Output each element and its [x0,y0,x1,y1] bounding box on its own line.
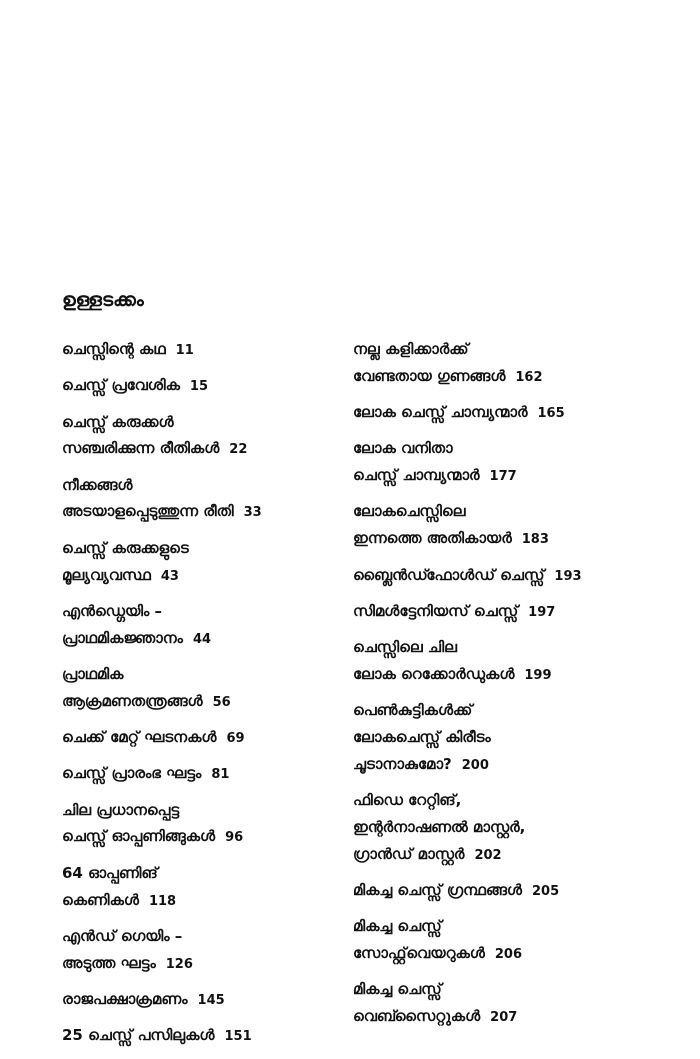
toc-entry-title-line [62,562,342,591]
toc-entry [353,435,653,491]
toc-entry [62,724,342,753]
toc-entry-title-line: ഫിഡെ റേറ്റിങ്, [353,791,462,810]
toc-entry-title-line: ലോക വനിതാ [353,439,453,458]
toc-entry [62,336,342,365]
toc-entry [62,372,342,401]
toc-page-number: 197 [528,604,556,620]
toc-entry [353,697,653,779]
toc-entry-title-line: പ്രാഥമിക [62,664,124,683]
toc-entry [62,1022,342,1051]
toc-entry [353,634,653,690]
toc-entry-title-line [353,363,653,392]
toc-entry-title-line [353,598,653,627]
toc-page-number: 56 [212,694,231,710]
toc-entry-title-line: നീക്കങ്ങൾ [62,475,133,494]
toc-page-number: 206 [494,947,522,963]
toc-entry [62,760,342,789]
toc-entry-title: ലോക റെക്കോർഡുകൾ [353,664,515,683]
toc-entry [62,472,342,528]
toc-entry-title: പ്രാഥമികജ്ഞാനം [62,628,183,647]
toc-entry-title: വേണ്ടതായ ഗുണങ്ങൾ [353,366,506,385]
toc-entry-title-line [353,877,653,906]
toc-entry-title-line: ഇന്റർനാഷണൽ മാസ്റ്റർ, [353,817,526,836]
toc-entry-title: ബ്ലൈൻഡ്ഫോൾഡ് ചെസ്സ് [353,565,545,584]
toc-entry-title-line [62,950,342,979]
toc-entry-title: ചൂടാനാകുമോ? [353,754,452,773]
toc-entry-title-line [353,751,653,780]
toc-entry [62,986,342,1015]
toc-page-number: 151 [224,1029,252,1045]
toc-entry [62,661,342,717]
toc-entry-title: ചെസ്സിന്റെ കഥ [62,340,166,358]
toc-page-number: 177 [489,469,517,485]
toc-page-number: 165 [537,406,565,422]
toc-entry-title-line [62,688,342,717]
toc-entry-title: സഞ്ചരിക്കുന്ന രീതികൾ [62,439,220,458]
toc-page-number: 202 [474,847,502,863]
toc-entry-title: ഇന്നത്തെ അതികായർ [353,529,512,548]
toc-entry [62,923,342,979]
toc-entry-title: മൂല്യവ്യവസ്ഥ [62,565,151,584]
toc-entry [62,409,342,465]
toc-entry [353,787,653,869]
toc-entry-title-line [62,372,342,401]
toc-page-number: 200 [461,757,489,773]
toc-entry-title: ചെസ്സ് ചാമ്പ്യന്മാർ [353,466,480,485]
toc-page-number: 183 [521,532,549,548]
toc-entry [62,797,342,853]
toc-entry [62,535,342,591]
toc-entry-title-line: മികച്ച ചെസ്സ് [353,917,442,936]
toc-entry-title-line [353,562,653,591]
toc-right-column [353,336,653,1040]
toc-entry-title-line: പെൺകുട്ടികൾക്ക് [353,701,473,720]
toc-entry-title: കെണികൾ [62,890,139,909]
toc-entry-title: അടയാളപ്പെടുത്തുന്ന രീതി [62,502,234,521]
toc-entry-title-line [353,1003,653,1032]
toc-entry-title-line: നല്ല കളിക്കാർക്ക് [353,340,469,358]
toc-entry [353,562,653,591]
toc-entry-title-line: 64 ഓപ്പണിങ് [62,863,158,882]
toc-entry-title: 25 ചെസ്സ് പസിലുകൾ [62,1026,215,1045]
toc-entry-title: ചെസ്സ് പ്രവേശിക [62,376,180,395]
toc-entry-title-line [62,435,342,464]
toc-page-number: 162 [515,369,543,385]
toc-entry-title-line: എൻഡ്ഗെയിം – [62,601,163,620]
toc-entry [62,598,342,654]
toc-page-number: 43 [160,568,179,584]
toc-page-number: 15 [189,379,208,395]
toc-page-number: 69 [226,731,245,747]
toc-entry-title: രാജപക്ഷാക്രമണം [62,989,188,1008]
toc-entry-title: ചെസ്സ് പ്രാരംഭ ഘട്ടം [62,764,202,783]
toc-page-number: 199 [524,667,552,683]
toc-entry-title: സോഫ്റ്റ്‌വെയറുകൾ [353,944,485,963]
toc-entry-title-line: ചെസ്സിലെ ചില [353,638,457,657]
toc-entry-title-line [62,823,342,852]
toc-entry [353,913,653,969]
toc-page-number: 126 [165,956,193,972]
toc-entry-title: ആക്രമണതന്ത്രങ്ങൾ [62,691,203,710]
toc-entry-title-line: എൻഡ് ഗെയിം – [62,926,183,945]
toc-page-number: 11 [175,343,194,358]
toc-entry-title-line: ലോകചെസ്സ് കിരീടം [353,728,491,747]
toc-entry-title-line: ചില പ്രധാനപ്പെട്ട [62,800,180,819]
toc-page-number: 145 [197,992,225,1008]
toc-entry-title-line: മികച്ച ചെസ്സ് [353,980,442,999]
toc-entry-title-line [62,724,342,753]
toc-entry-title-line [62,625,342,654]
toc-entry-title-line [62,498,342,527]
toc-entry-title-line [353,462,653,491]
toc-entry-title-line [62,336,342,365]
toc-entry-title-line: ചെസ്സ് കരുക്കളുടെ [62,538,189,557]
toc-entry-title-line [353,841,653,870]
toc-entry-title: വെബ്സൈറ്റുകൾ [353,1007,481,1026]
toc-entry [353,598,653,627]
toc-left-column [62,336,342,1059]
toc-entry-title-line [353,940,653,969]
toc-entry-title-line: ചെസ്സ് കരുക്കൾ [62,412,174,431]
toc-entry-title-line [62,1022,342,1051]
toc-entry [353,336,653,392]
toc-entry-title-line [62,986,342,1015]
toc-entry-title: സിമൾട്ടേനിയസ് ചെസ്സ് [353,601,519,620]
toc-heading: ഉള്ളടക്കം [62,289,144,311]
toc-entry-title-line: ലോകചെസ്സിലെ [353,502,466,521]
toc-page-number: 96 [225,830,244,846]
toc-entry-title-line [353,661,653,690]
toc-entry-title: അടുത്ത ഘട്ടം [62,953,156,972]
toc-entry [62,860,342,916]
toc-entry-title-line [353,525,653,554]
toc-entry-title: മികച്ച ചെസ്സ് ഗ്രന്ഥങ്ങൾ [353,881,522,900]
toc-entry-title: ചെസ്സ് ഓപ്പണിങ്ങുകൾ [62,827,216,846]
toc-entry-title: ഗ്രാൻഡ് മാസ്റ്റർ [353,844,465,863]
toc-entry [353,976,653,1032]
toc-entry [353,498,653,554]
toc-page-number: 207 [490,1010,518,1026]
toc-page-number: 22 [229,442,248,458]
toc-page-number: 193 [554,568,582,584]
toc-entry-title: ലോക ചെസ്സ് ചാമ്പ്യന്മാർ [353,403,528,422]
toc-entry-title-line [62,887,342,916]
toc-entry [353,399,653,428]
toc-page-number: 44 [192,631,212,647]
toc-entry [353,877,653,906]
toc-page-number: 205 [531,884,560,900]
toc-page-number: 81 [211,767,230,783]
toc-entry-title-line [62,760,342,789]
toc-entry-title: ചെക്ക് മേറ്റ് ഘടനകൾ [62,728,217,747]
toc-page-number: 118 [148,893,177,909]
toc-page-number: 33 [243,505,262,521]
toc-entry-title-line [353,399,653,428]
